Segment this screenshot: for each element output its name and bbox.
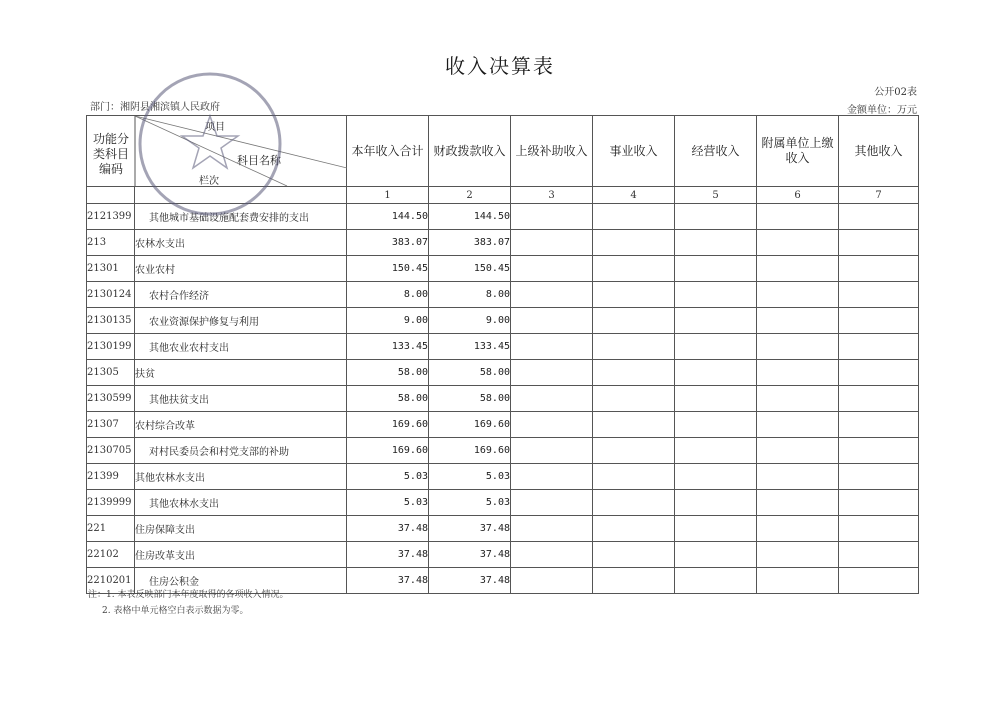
col-num: 6 [757,187,839,204]
row-name: 其他农林水支出 [135,490,347,516]
row-empty-cell [593,542,675,568]
table-row [87,308,919,334]
row-name: 其他扶贫支出 [135,386,347,412]
row-empty-cell [511,490,593,516]
row-fiscal: 383.07 [429,230,511,256]
row-empty-cell [757,438,839,464]
table-row [87,204,919,230]
col-header-affiliated: 附属单位上缴收入 [757,116,839,187]
unit-label: 金额单位：万元 [847,105,917,116]
table-row [87,542,919,568]
row-empty-cell [675,256,757,282]
row-empty-cell [839,204,919,230]
row-empty-cell [839,360,919,386]
row-empty-cell [593,360,675,386]
col-header-business: 事业收入 [593,116,675,187]
row-total: 37.48 [347,542,429,568]
row-empty-cell [511,204,593,230]
table-row [87,464,919,490]
row-name: 住房改革支出 [135,542,347,568]
col-num-code-blank [87,187,135,204]
col-header-total: 本年收入合计 [347,116,429,187]
row-empty-cell [839,386,919,412]
row-code: 2130124 [87,282,135,308]
row-empty-cell [757,204,839,230]
row-empty-cell [511,412,593,438]
col-num: 7 [839,187,919,204]
col-header-superior: 上级补助收入 [511,116,593,187]
row-code: 21301 [87,256,135,282]
row-total: 58.00 [347,360,429,386]
header-code-label: 功能分类科目编码 [92,132,129,176]
table-row [87,438,919,464]
row-empty-cell [839,516,919,542]
row-empty-cell [675,334,757,360]
row-name: 住房保障支出 [135,516,347,542]
row-fiscal: 150.45 [429,256,511,282]
form-code: 公开02表 [874,87,917,98]
row-fiscal: 58.00 [429,360,511,386]
row-total: 133.45 [347,334,429,360]
col-num: 3 [511,187,593,204]
row-empty-cell [757,464,839,490]
row-empty-cell [675,308,757,334]
row-total: 150.45 [347,256,429,282]
page-title: 收入决算表 [445,54,555,78]
row-empty-cell [675,386,757,412]
row-empty-cell [757,230,839,256]
row-empty-cell [839,230,919,256]
row-code: 21307 [87,412,135,438]
row-empty-cell [675,282,757,308]
row-fiscal: 58.00 [429,386,511,412]
row-fiscal: 144.50 [429,204,511,230]
row-empty-cell [757,386,839,412]
table-row [87,360,919,386]
row-total: 9.00 [347,308,429,334]
row-code: 221 [87,516,135,542]
col-header-other: 其他收入 [839,116,919,187]
table-row [87,230,919,256]
row-empty-cell [675,412,757,438]
row-empty-cell [593,516,675,542]
row-fiscal: 9.00 [429,308,511,334]
footnote-1: 注：1. 本表反映部门本年度取得的各项收入情况。 [88,590,289,600]
row-empty-cell [593,412,675,438]
row-total: 37.48 [347,568,429,594]
col-header-operating: 经营收入 [675,116,757,187]
row-total: 5.03 [347,490,429,516]
header-corner [87,116,347,187]
row-name: 农村综合改革 [135,412,347,438]
row-total: 8.00 [347,282,429,308]
row-empty-cell [593,282,675,308]
row-name: 农林水支出 [135,230,347,256]
row-empty-cell [757,516,839,542]
row-code: 213 [87,230,135,256]
table-row [87,490,919,516]
row-name: 对村民委员会和村党支部的补助 [135,438,347,464]
row-empty-cell [511,516,593,542]
row-total: 144.50 [347,204,429,230]
row-empty-cell [511,230,593,256]
row-fiscal: 37.48 [429,568,511,594]
row-name: 其他农业农村支出 [135,334,347,360]
row-empty-cell [511,308,593,334]
row-fiscal: 37.48 [429,516,511,542]
footnotes [88,587,288,619]
row-empty-cell [757,568,839,594]
row-total: 5.03 [347,464,429,490]
row-code: 2121399 [87,204,135,230]
col-num: 5 [675,187,757,204]
row-total: 37.48 [347,516,429,542]
row-total: 169.60 [347,438,429,464]
row-total: 169.60 [347,412,429,438]
row-fiscal: 8.00 [429,282,511,308]
header-col-label: 栏次 [199,176,219,187]
row-empty-cell [675,360,757,386]
row-code: 2139999 [87,490,135,516]
row-fiscal: 169.60 [429,438,511,464]
row-empty-cell [511,438,593,464]
row-code: 2210201 [87,568,135,594]
row-empty-cell [839,542,919,568]
row-code: 2130705 [87,438,135,464]
table-row [87,334,919,360]
row-code: 2130135 [87,308,135,334]
row-empty-cell [593,438,675,464]
row-empty-cell [593,204,675,230]
row-empty-cell [593,334,675,360]
table-row [87,516,919,542]
row-empty-cell [839,282,919,308]
row-empty-cell [757,308,839,334]
row-fiscal: 5.03 [429,490,511,516]
row-empty-cell [757,282,839,308]
row-empty-cell [593,568,675,594]
table-row [87,282,919,308]
row-empty-cell [839,464,919,490]
row-name: 扶贫 [135,360,347,386]
row-code: 2130599 [87,386,135,412]
row-empty-cell [839,490,919,516]
row-empty-cell [593,256,675,282]
row-name: 农业资源保护修复与利用 [135,308,347,334]
row-name: 农村合作经济 [135,282,347,308]
row-total: 58.00 [347,386,429,412]
row-empty-cell [511,360,593,386]
row-empty-cell [593,490,675,516]
row-code: 2130199 [87,334,135,360]
row-name: 农业农村 [135,256,347,282]
row-empty-cell [757,334,839,360]
row-empty-cell [593,386,675,412]
row-empty-cell [675,490,757,516]
row-code: 22102 [87,542,135,568]
row-empty-cell [757,412,839,438]
col-header-fiscal: 财政拨款收入 [429,116,511,187]
row-empty-cell [675,230,757,256]
row-code: 21399 [87,464,135,490]
row-fiscal: 133.45 [429,334,511,360]
row-empty-cell [511,568,593,594]
row-empty-cell [675,204,757,230]
col-num: 2 [429,187,511,204]
col-num-name-blank [135,187,347,204]
row-empty-cell [511,386,593,412]
table-row [87,256,919,282]
department-label: 部门：湘阴县湘滨镇人民政府 [90,102,220,113]
row-empty-cell [511,282,593,308]
header-subject-label: 科目名称 [237,154,281,167]
row-name: 住房公积金 [135,568,347,594]
col-num: 1 [347,187,429,204]
row-empty-cell [839,412,919,438]
row-fiscal: 169.60 [429,412,511,438]
row-empty-cell [511,256,593,282]
row-empty-cell [593,464,675,490]
row-empty-cell [675,464,757,490]
row-empty-cell [757,360,839,386]
header-item-label: 项目 [205,122,225,133]
row-empty-cell [757,542,839,568]
col-num: 4 [593,187,675,204]
row-empty-cell [593,230,675,256]
row-empty-cell [839,256,919,282]
row-code: 21305 [87,360,135,386]
row-empty-cell [593,308,675,334]
row-empty-cell [839,568,919,594]
table-body [87,204,919,594]
income-table [86,115,919,594]
table-row [87,412,919,438]
row-empty-cell [675,516,757,542]
row-fiscal: 5.03 [429,464,511,490]
row-fiscal: 37.48 [429,542,511,568]
row-empty-cell [675,438,757,464]
row-empty-cell [511,464,593,490]
row-empty-cell [757,490,839,516]
row-empty-cell [839,438,919,464]
row-empty-cell [839,308,919,334]
row-empty-cell [839,334,919,360]
row-name: 其他农林水支出 [135,464,347,490]
row-empty-cell [511,334,593,360]
row-total: 383.07 [347,230,429,256]
row-empty-cell [675,542,757,568]
row-empty-cell [675,568,757,594]
row-empty-cell [757,256,839,282]
footnote-2: 2. 表格中单元格空白表示数据为零。 [102,606,249,616]
table-row [87,386,919,412]
row-empty-cell [511,542,593,568]
row-name: 其他城市基础设施配套费安排的支出 [135,204,347,230]
